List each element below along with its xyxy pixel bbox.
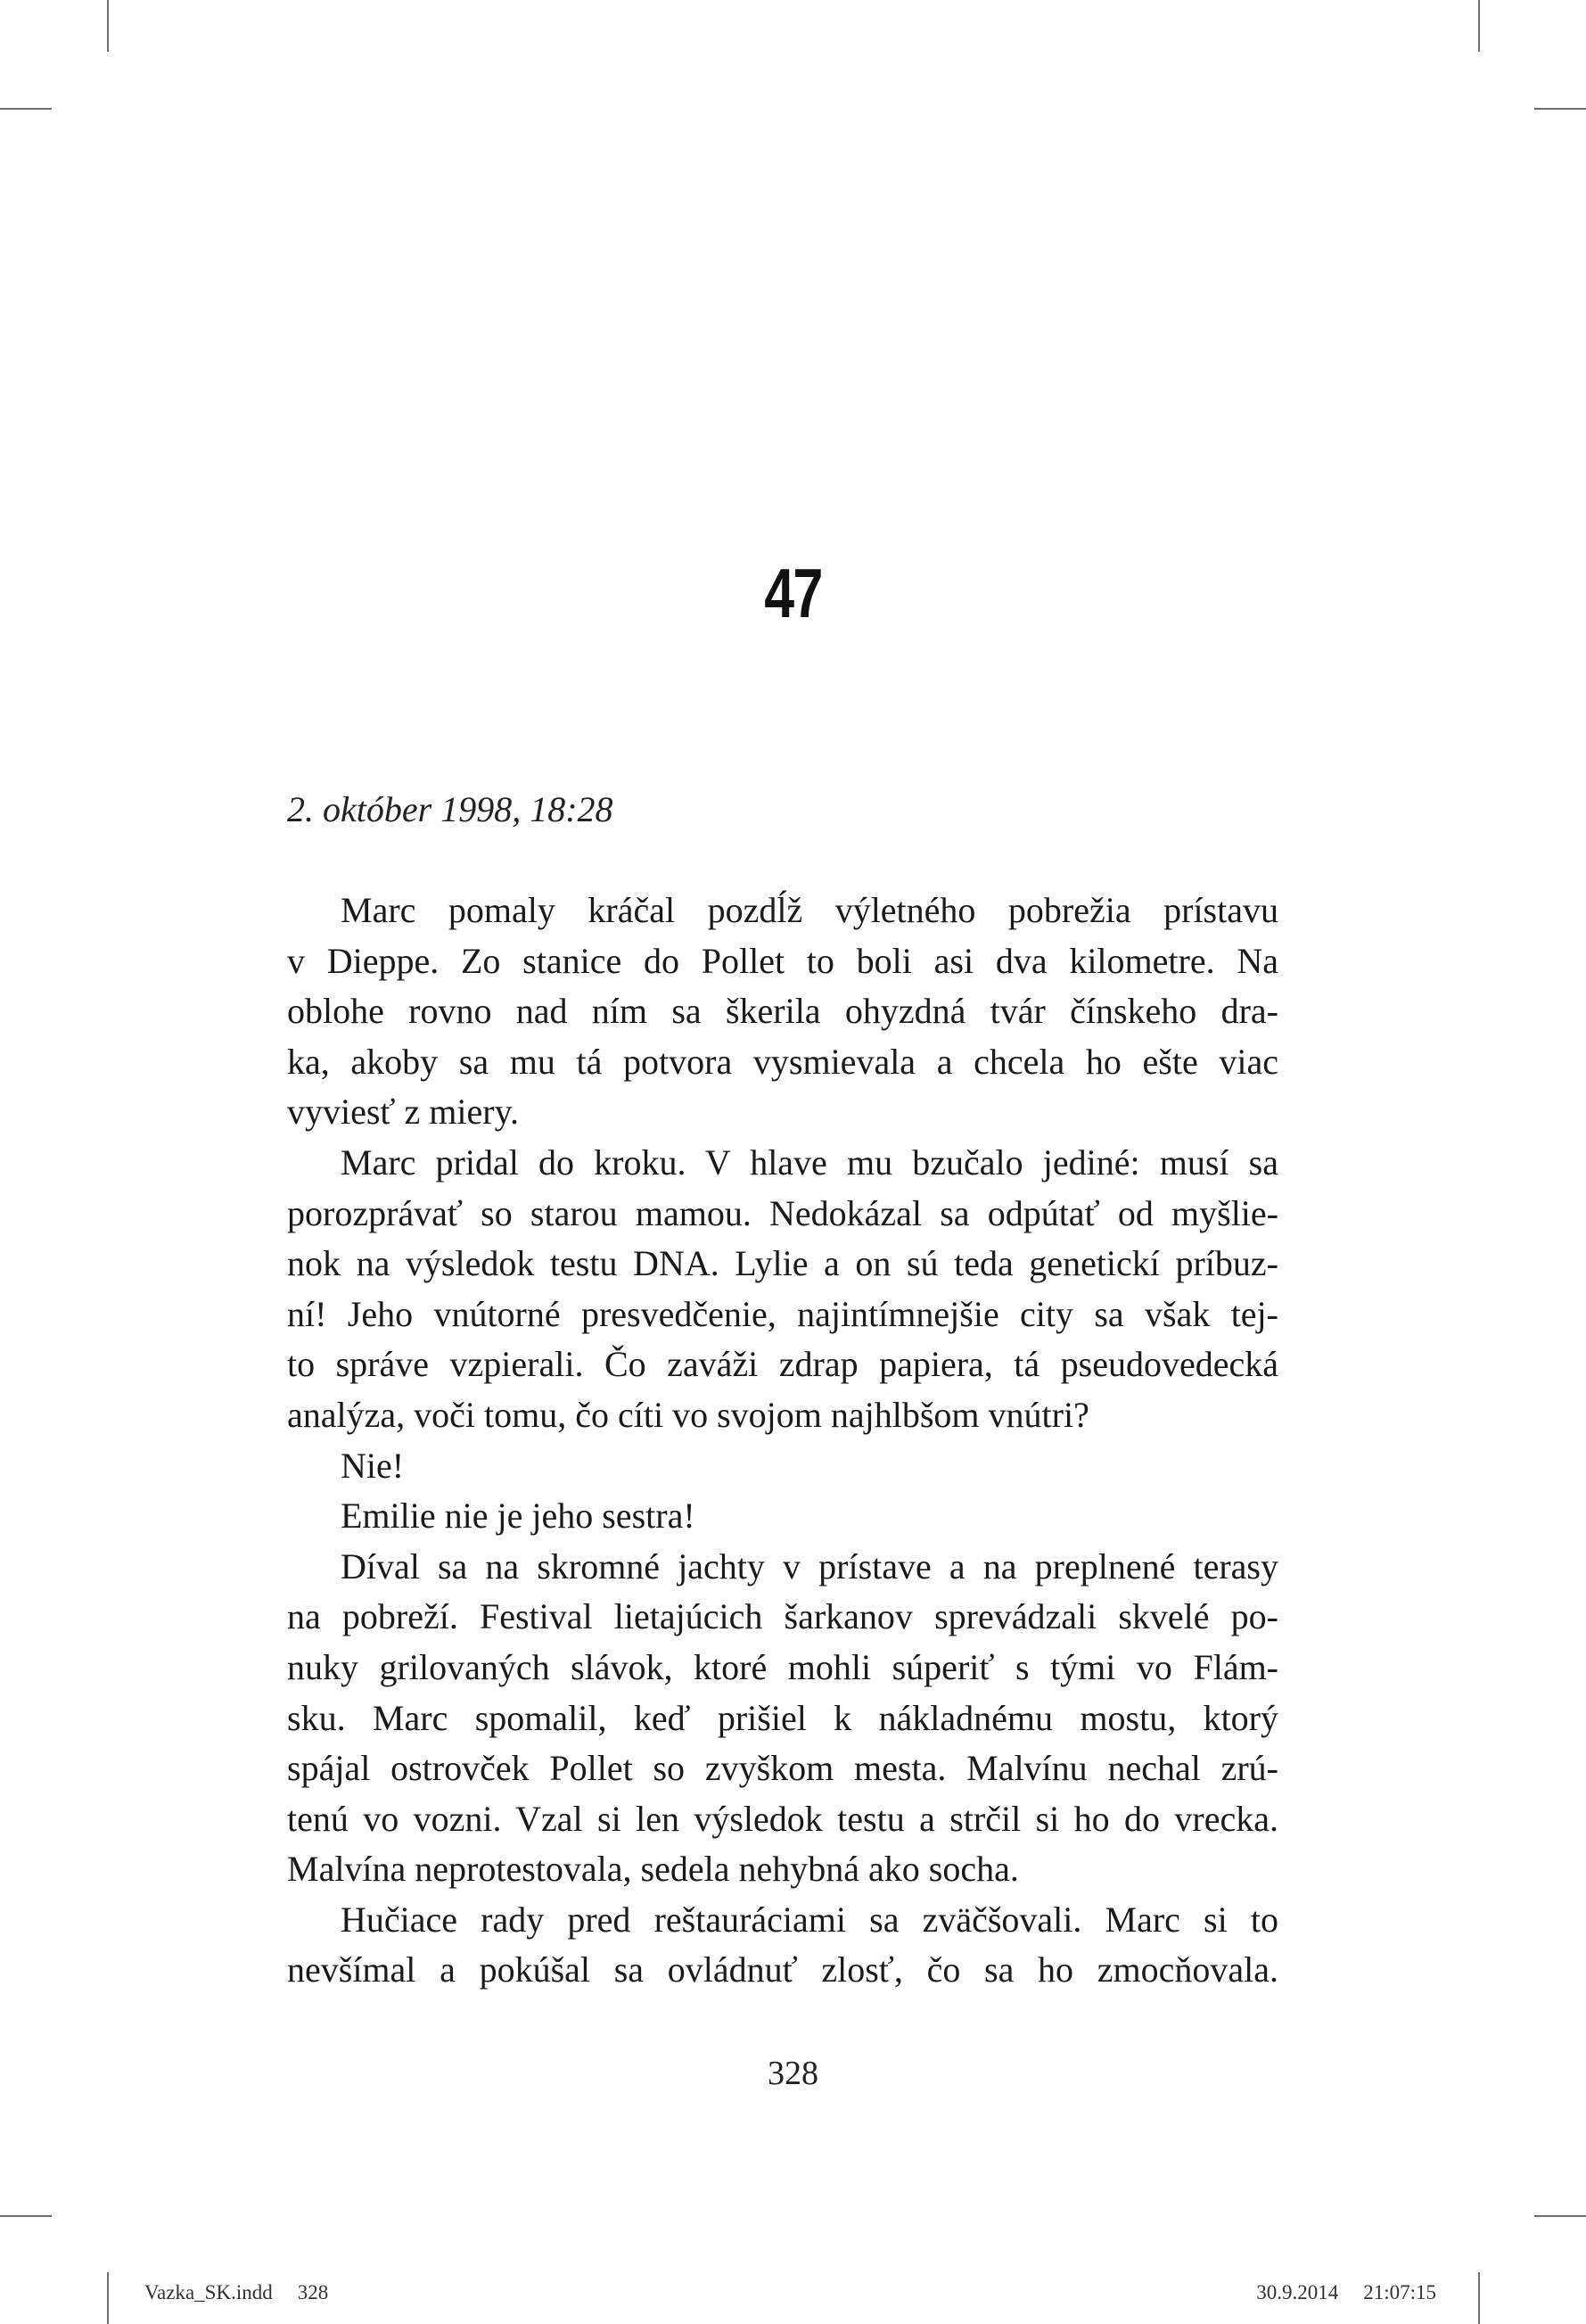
body-line: Malvína neprotestovala, sedela nehybná ako socha.: [287, 1849, 1019, 1890]
body-line: sku. Marc spomalil, keď prišiel k nákladnému mostu, ktorý: [287, 1697, 1278, 1738]
body-line: nevšímal a pokúšal sa ovládnuť zlosť, čo sa ho zmocňovala.: [287, 1949, 1278, 1990]
body-line: na pobreží. Festival lietajúcich šarkanov sprevádzali skvelé po-: [287, 1596, 1278, 1637]
crop-mark-bottom-right-horizontal: [1534, 2215, 1586, 2217]
body-line: porozprávať so starou mamou. Nedokázal sa odpútať od myšlie-: [287, 1192, 1278, 1233]
body-line: tenú vo vozni. Vzal si len výsledok testu a strčil si ho do vrecka.: [287, 1798, 1278, 1839]
body-line: spájal ostrovček Pollet so zvyškom mesta. Malvínu nechal zrú-: [287, 1748, 1278, 1789]
crop-mark-bottom-left-horizontal: [0, 2215, 52, 2217]
body-line: Marc pridal do kroku. V hlave mu bzučalo jediné: musí sa: [341, 1141, 1278, 1183]
chapter-dateline: 2. október 1998, 18:28: [287, 789, 613, 829]
body-line: Díval sa na skromné jachty v prístave a na preplnené terasy: [341, 1545, 1278, 1586]
chapter-number: 47: [764, 554, 822, 632]
crop-mark-top-left-horizontal: [0, 108, 52, 110]
body-line: Marc pomaly kráčal pozdĺž výletného pobrežia prístavu: [341, 890, 1278, 930]
crop-mark-bottom-left: [107, 2272, 109, 2324]
slug-file-info: [144, 2279, 328, 2306]
body-line: analýza, voči tomu, čo cíti vo svojom najhlbšom vnútri?: [287, 1394, 1089, 1435]
slug-page: 328: [297, 2281, 329, 2303]
crop-mark-top-left: [107, 0, 109, 52]
body-line: ní! Jeho vnútorné presvedčenie, najintímnejšie city sa však tej-: [287, 1293, 1278, 1334]
crop-mark-bottom-right: [1478, 2272, 1480, 2324]
crop-mark-top-right-horizontal: [1534, 108, 1586, 110]
body-line: nok na výsledok testu DNA. Lylie a on sú teda genetickí príbuz-: [287, 1243, 1278, 1284]
body-line: Emilie nie je jeho sestra!: [341, 1496, 695, 1537]
body-line: ka, akoby sa mu tá potvora vysmievala a chcela ho ešte viac: [287, 1041, 1278, 1082]
crop-mark-top-right: [1478, 0, 1480, 52]
body-line: oblohe rovno nad ním sa škerila ohyzdná tvár čínskeho dra-: [287, 991, 1278, 1032]
body-line: Nie!: [341, 1445, 405, 1486]
slug-date: 30.9.2014: [1256, 2281, 1339, 2303]
body-line: vyviesť z miery.: [287, 1092, 519, 1133]
body-line: to správe vzpierali. Čo zaváži zdrap papiera, tá pseudovedecká: [287, 1344, 1278, 1385]
slug-file-name: Vazka_SK.indd: [144, 2281, 273, 2303]
body-line: Hučiace rady pred reštauráciami sa zväčšovali. Marc si to: [341, 1899, 1278, 1940]
chapter-body: [287, 886, 1278, 1996]
page-number: 328: [768, 2055, 818, 2092]
body-line: nuky grilovaných slávok, ktoré mohli súperiť s tými vo Flám-: [287, 1646, 1278, 1687]
body-line: v Dieppe. Zo stanice do Pollet to boli asi dva kilometre. Na: [287, 940, 1278, 981]
slug-time: 21:07:15: [1363, 2281, 1436, 2303]
slug-timestamp: [1256, 2279, 1436, 2306]
